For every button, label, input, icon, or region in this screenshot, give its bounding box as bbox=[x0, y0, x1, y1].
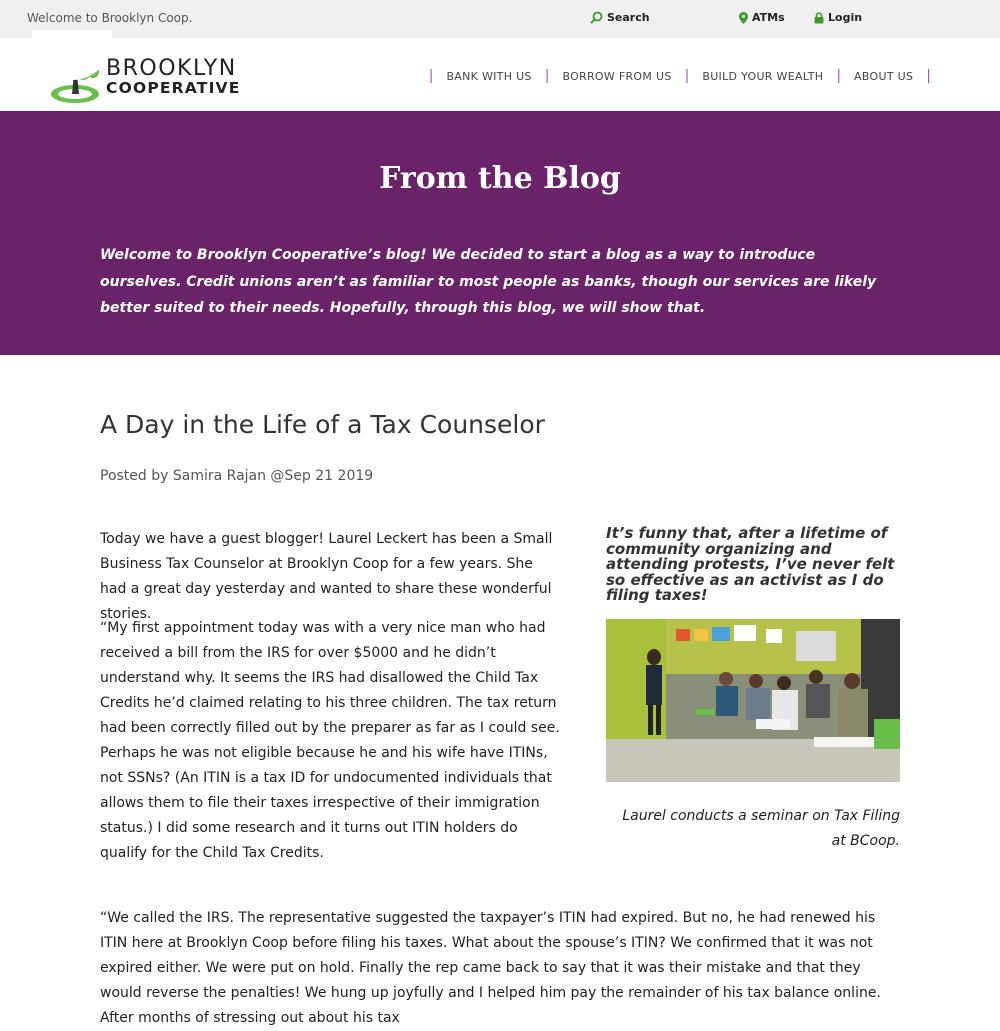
search-icon bbox=[590, 11, 603, 24]
nav-bank-with-us[interactable]: BANK WITH US bbox=[446, 69, 532, 83]
post-paragraph: “We called the IRS. The representative suggested the taxpayer’s ITIN had expired. But no, he had renewed his ITIN here at Brooklyn Coop before filing his taxes. What about the spouse’s ITIN? We confirmed that it was not expired either. We were put on hold. Finally the rep came back to say that it was their mistake and that they would reverse the penalties! We hung up joyfully and I helped him pay the remainder of his tax balance online. After months of stressing out about his tax bbox=[100, 910, 881, 1026]
brand-line2: COOPERATIVE bbox=[106, 79, 241, 97]
nav-divider: | bbox=[836, 68, 842, 84]
search-link[interactable] bbox=[590, 11, 650, 24]
nav-about-us[interactable]: ABOUT US bbox=[854, 69, 914, 83]
photo-caption: Laurel conducts a seminar on Tax Filing at BCoop. bbox=[622, 808, 900, 849]
main-nav bbox=[416, 68, 944, 84]
seminar-photo bbox=[606, 619, 900, 782]
nav-build-your-wealth[interactable]: BUILD YOUR WEALTH bbox=[702, 69, 824, 83]
pull-quote: It’s funny that, after a lifetime of community organizing and attending protests, I’ve never felt so effective as an activist as I do filing taxes! bbox=[606, 524, 895, 604]
post-paragraph: Today we have a guest blogger! Laurel Leckert has been a Small Business Tax Counselor at Brooklyn Coop for a few years. She had a great day yesterday and wanted to share these wonderful stories. bbox=[100, 531, 553, 622]
brand-wordmark bbox=[106, 58, 241, 97]
nav-divider: | bbox=[428, 68, 434, 84]
blog-hero bbox=[0, 111, 1000, 355]
login-link[interactable] bbox=[814, 11, 862, 24]
page-title: From the Blog bbox=[379, 161, 621, 196]
post-title: A Day in the Life of a Tax Counselor bbox=[100, 410, 545, 439]
nav-divider: | bbox=[544, 68, 550, 84]
brand-line1: BROOKLYN bbox=[106, 56, 237, 81]
utility-bar bbox=[0, 0, 1000, 38]
welcome-text: Welcome to Brooklyn Coop. bbox=[27, 11, 193, 25]
map-pin-icon bbox=[739, 12, 748, 24]
search-label: Search bbox=[607, 11, 650, 24]
atms-link[interactable] bbox=[739, 11, 785, 24]
nav-divider: | bbox=[926, 68, 931, 84]
login-label: Login bbox=[828, 11, 863, 24]
blog-intro: Welcome to Brooklyn Cooperative’s blog! We decided to start a blog as a way to introduce ourselves. Credit unions aren’t as familiar to most people as banks, though our services are likely better suited to their needs. Hopefully, through this blog, we will show that. bbox=[100, 247, 877, 316]
nav-divider: | bbox=[684, 68, 690, 84]
lock-icon bbox=[814, 12, 824, 24]
atms-label: ATMs bbox=[752, 11, 785, 24]
post-paragraph: “My first appointment today was with a very nice man who had received a bill from the IRS for over $5000 and he didn’t understand why. It seems the IRS had disallowed the Child Tax Credits he’d claimed relating to his three children. The tax return had been correctly filled out by the preparer as far as I could see. Perhaps he was not eligible because he and his wife have ITINs, not SSNs? (An ITIN is a tax ID for undocumented individuals that allows them to file their taxes irrespective of their immigration status.) I did some research and it turns out ITIN holders do qualify for the Child Tax Credits. bbox=[100, 620, 560, 861]
nav-borrow-from-us[interactable]: BORROW FROM US bbox=[562, 69, 672, 83]
site-header bbox=[0, 38, 1000, 111]
post-byline: Posted by Samira Rajan @Sep 21 2019 bbox=[100, 468, 374, 484]
